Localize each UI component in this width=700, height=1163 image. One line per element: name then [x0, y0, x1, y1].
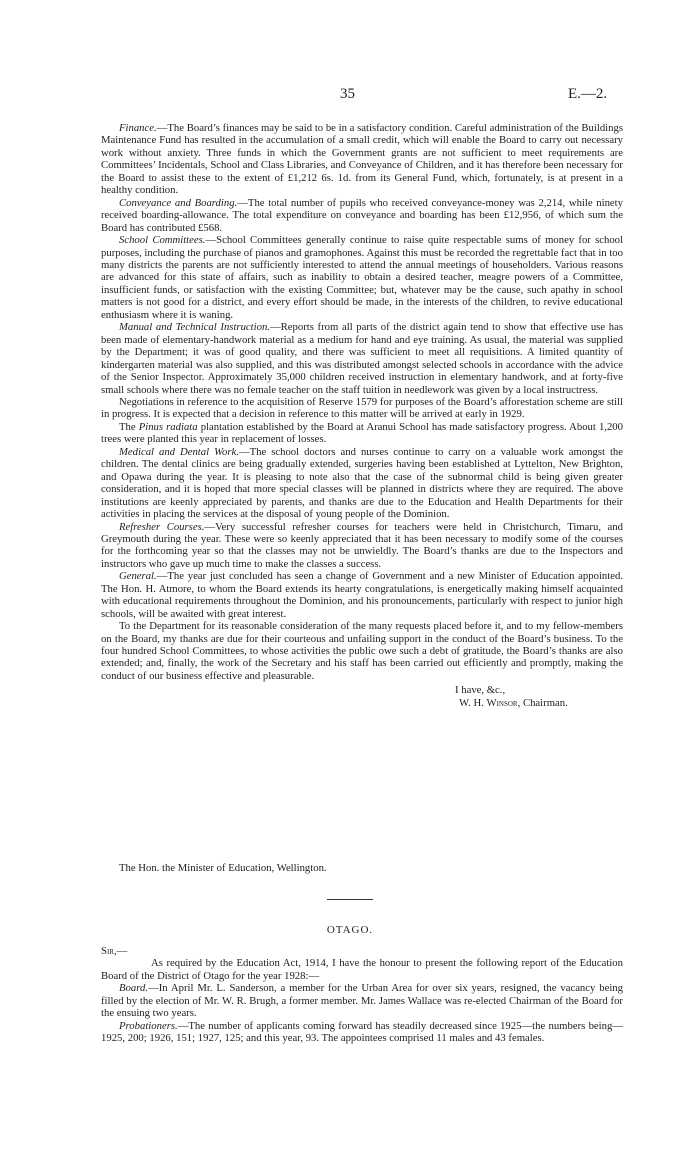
paragraph-heading: Medical and Dental Work.	[119, 445, 239, 458]
paragraph-general	[101, 570, 623, 620]
opening-paragraph: As required by the Education Act, 1914, I have the honour to present the following report of the Education Board of the District of Otago for the year 1928:—	[101, 957, 623, 982]
paragraph-heading: Probationers.	[119, 1019, 178, 1032]
paragraph-heading: Conveyance and Boarding.	[119, 196, 238, 209]
signature-name	[101, 697, 623, 709]
paragraph-text: —The Board’s finances may be said to be in a satisfactory condition. Careful administration of the Buildings Maintenance Fund has resulted in the accumulation of a small credit, which will enable the Board to carry out necessary work without anxiety. Three funds in which the Government grants are not sufficient to meet requirements are Committees’ Incidentals, School and Class Libraries, and Conveyance of Children, and it has therefore been necessary for the Board to assist these to the extent of £1,212 6s. 1d. from its General Fund, which, fortunately, is at present in a healthy condition.	[101, 122, 623, 197]
paragraph-heading: Refresher Courses.	[119, 520, 205, 533]
paragraph-text: —Very successful refresher courses for teachers were held in Christchurch, Timaru, and Greymouth during the year. These were so keenly appreciated that it has been necessary to modify some of the courses for the forthcoming year so that the classes may not be unwieldly. The Board’s thanks are due to the Inspectors and instructors who gave up much time to make the classes a success.	[101, 520, 623, 570]
signature-initials: W. H.	[459, 696, 484, 709]
section-title: OTAGO.	[326, 924, 374, 936]
document-reference: E.—2.	[568, 86, 608, 102]
page-header	[0, 86, 700, 106]
salutation: Sir,—	[101, 945, 128, 957]
species-name: Pinus radiata	[138, 420, 198, 433]
paragraph-manual-technical	[101, 321, 623, 396]
paragraph-text: —The number of applicants coming forward has steadily decreased since 1925—the numbers being—1925, 200; 1926, 151; 1927, 125; and this year, 93. The appointees comprised 11 males and 43 females.	[101, 1019, 623, 1045]
paragraph-text: —The school doctors and nurses continue to carry on a valuable work amongst the children. The dental clinics are being gradually extended, surgeries having been established at Lyttelton, New Brighton, and Opawa during the year. It is pleasing to note also that the case of the subnormal child is being given greater consideration, and it is hoped that more special classes will be planned in districts where they are required. The above institutions are keenly appreciated by parents, and thanks are due to the Education and Health Departments for their activities in placing the services at the disposal of young people of the Dominion.	[101, 445, 623, 521]
paragraph-heading: Finance.	[119, 122, 157, 134]
otago-report-body	[101, 945, 623, 1045]
paragraph-heading: School Committees.	[119, 234, 206, 247]
signature-title: , Chairman.	[517, 696, 568, 709]
paragraph-finance	[101, 122, 623, 197]
report-body	[101, 122, 623, 709]
paragraph-afforestation	[101, 396, 623, 421]
page-number: 35	[340, 86, 355, 102]
paragraph-conveyance	[101, 197, 623, 234]
paragraph-heading: General.	[119, 570, 157, 583]
paragraph-text: —The total number of pupils who received conveyance-money was 2,214, while ninety received boarding-allowance. The total expenditure on conveyance and boarding has been £12,956, of which sum the Board has contributed £568.	[101, 196, 623, 234]
paragraph-heading: Board.	[119, 982, 148, 995]
paragraph-heading: Manual and Technical Instruction.	[119, 321, 270, 334]
paragraph-text: To the Department for its reasonable consideration of the many requests placed before it, and to my fellow-members on the Board, my thanks are due for their courteous and unfailing support in the conduct of the Board’s business. To the four hundred School Committees, to whose activities the public owe such a debt of gratitude, the Board’s thanks are also extended; and, finally, the work of the Secretary and his staff has been carried out efficiently and promptly, making the conduct of our business effective and pleasurable.	[101, 620, 623, 682]
paragraph-pinus-radiata	[101, 421, 623, 446]
paragraph-school-committees	[101, 234, 623, 321]
signature-surname: Winsor	[486, 696, 518, 709]
paragraph-text: plantation established by the Board at Aranui School has made satisfactory progress. About 1,200 trees were planted this year in replacement of losses.	[101, 420, 623, 446]
section-divider	[327, 899, 373, 900]
paragraph-text: Negotiations in reference to the acquisition of Reserve 1579 for purposes of the Board’s afforestation scheme are still in progress. It is expected that a decision in reference to this matter will be arrived at early in 1929.	[101, 395, 623, 421]
paragraph-text: The	[119, 420, 139, 433]
paragraph-text: —In April Mr. L. Sanderson, a member for the Urban Area for over six years, resigned, the vacancy being filled by the election of Mr. W. R. Brugh, a former member. Mr. James Wallace was re-elected Chairman of the Board for the ensuing two years.	[101, 982, 623, 1020]
paragraph-probationers	[101, 1020, 623, 1045]
paragraph-text: —Reports from all parts of the district again tend to show that effective use has been made of elementary-handwork material as a medium for hand and eye training. As usual, the material was supplied by the Department; it was of good quality, and there was sufficient to meet all requisitions. A limited quantity of kindergarten material was also supplied, and this was distributed amongst selected schools in accordance with the advice of the Senior Inspector. Approximately 35,000 children received instruction in elementary handwork, and at forty-five small schools where there was no female teacher on the staff tuition in needlework was given by a local instructress.	[101, 321, 623, 396]
paragraph-refresher-courses	[101, 521, 623, 571]
signature-block	[101, 684, 623, 709]
addressee: The Hon. the Minister of Education, Wellington.	[119, 862, 327, 874]
paragraph-text: —The year just concluded has seen a change of Government and a new Minister of Education appointed. The Hon. H. Atmore, to whom the Board extends its hearty congratulations, is energetically making himself acquainted with educational requirements throughout the Dominion, and his pronouncements, particularly with respect to junior high schools, will be awaited with great interest.	[101, 570, 623, 620]
paragraph-text: —School Committees generally continue to raise quite respectable sums of money for school purposes, including the purchase of pianos and gramophones. Against this must be recorded the regrettable fact that in too many districts the parents are not sufficiently interested to attend the annual meetings of householders. Various reasons are advanced for this state of affairs, such as inability to obtain a desired teacher, meagre powers of a Committee, insufficient funds, or satisfaction with the existing Committee; but, whatever may be the cause, such apathy in school matters is not good for a district, and every effort should be made, in the interests of the children, to revive educational enthusiasm where it is waning.	[101, 234, 623, 321]
paragraph-medical-dental	[101, 446, 623, 521]
paragraph-board	[101, 982, 623, 1019]
signature-closing: I have, &c.,	[455, 684, 506, 697]
paragraph-thanks	[101, 620, 623, 682]
